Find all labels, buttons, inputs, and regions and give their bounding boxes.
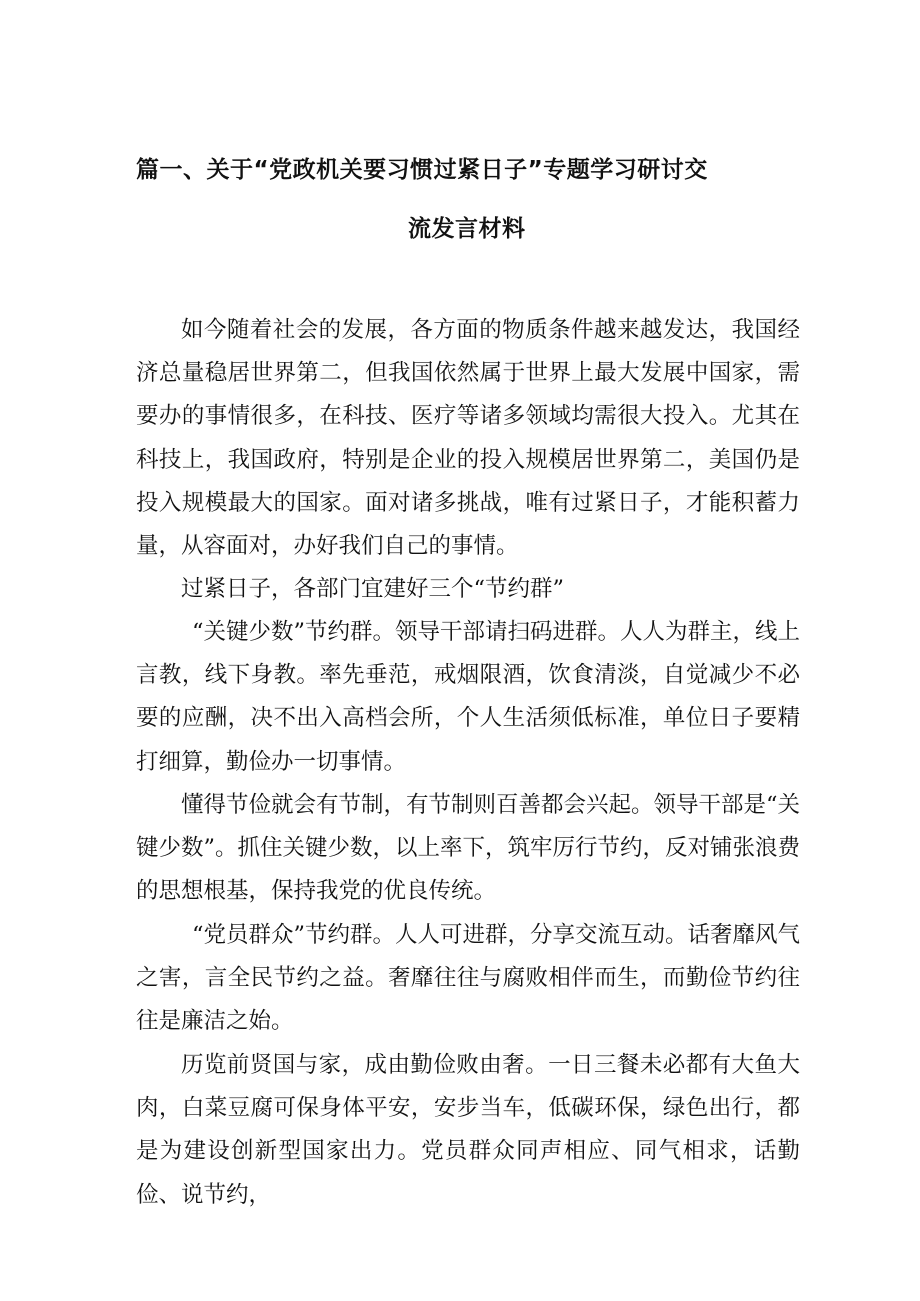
paragraph-intro: 如今随着社会的发展，各方面的物质条件越来越发达，我国经济总量稳居世界第二，但我国依然属于世界上最大发展中国家，需要办的事情很多，在科技、医疗等诸多领域均需很大投入。尤其在科技上，我国政府，特别是企业的投入规模居世界第二，美国仍是投入规模最大的国家。面对诸多挑战，唯有过紧日子，才能积蓄力量，从容面对，办好我们自己的事情。 bbox=[136, 317, 800, 560]
paragraph-frugality-restraint: 懂得节俭就会有节制，有节制则百善都会兴起。领导干部是“关键少数”。抓住关键少数，以上率下，筑牢厉行节约，反对铺张浪费的思想根基，保持我党的优良传统。 bbox=[136, 792, 801, 905]
paragraph-party-members-group: “党员群众”节约群。人人可进群，分享交流互动。话奢靡风气之害，言全民节约之益。奢靡往往与腐败相伴而生，而勤俭节约往往是廉洁之始。 bbox=[136, 922, 801, 1035]
paragraph-three-groups: 过紧日子，各部门宜建好三个“节约群” bbox=[181, 576, 565, 602]
document-title-line-2: 流发言材料 bbox=[408, 216, 526, 242]
paragraph-key-minority-group: “关键少数”节约群。领导干部请扫码进群。人人为群主，线上言教，线下身教。率先垂范，戒烟限酒，饮食清淡，自觉减少不必要的应酬，决不出入高档会所，个人生活须低标准，单位日子要精打细算，勤俭办一切事情。 bbox=[136, 619, 801, 775]
paragraph-history-frugality: 历览前贤国与家，成由勤俭败由奢。一日三餐未必都有大鱼大肉，白菜豆腐可保身体平安，安步当车，低碳环保，绿色出行，都是为建设创新型国家出力。党员群众同声相应、同气相求，话勤俭、说节约， bbox=[136, 1052, 800, 1208]
document-title-line-1: 篇一、关于“党政机关要习惯过紧日子”专题学习研讨交 bbox=[136, 157, 708, 183]
